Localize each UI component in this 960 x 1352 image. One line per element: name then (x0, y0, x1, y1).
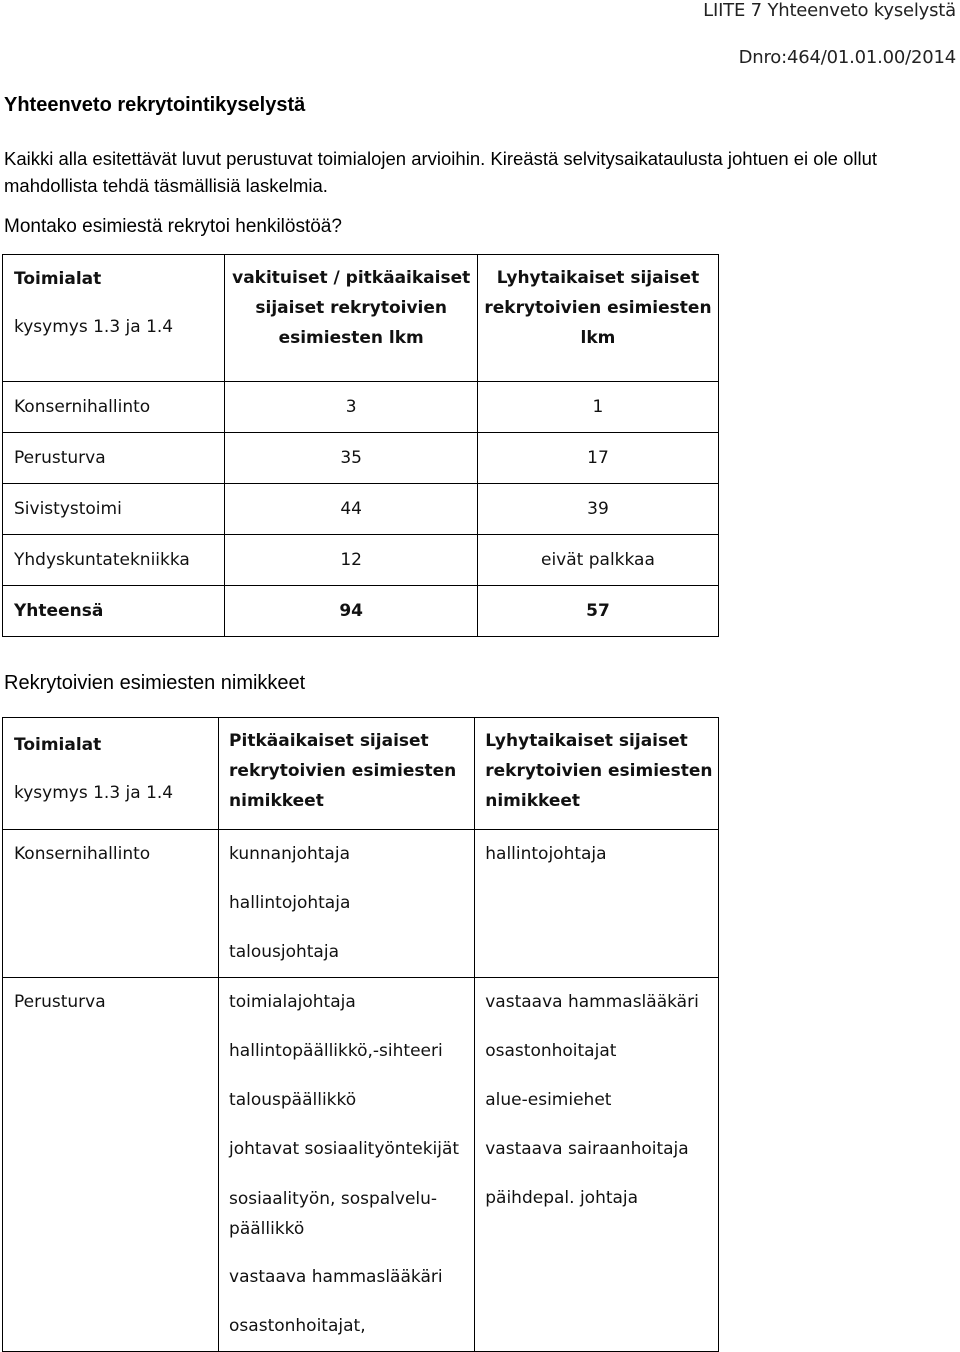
title-item: osastonhoitajat (485, 1041, 617, 1061)
table-total-row (3, 586, 719, 637)
short-term-count: 39 (477, 484, 718, 535)
header-sector-label: Toimialat (14, 735, 102, 755)
sector-name: Konsernihallinto (3, 382, 225, 433)
title-item: talouspäällikkö (229, 1090, 357, 1110)
long-term-count: 44 (225, 484, 477, 535)
long-term-titles-cell (219, 830, 475, 978)
annex-label: LIITE 7 Yhteenveto kyselystä (703, 0, 956, 21)
title-item: talousjohtaja (229, 942, 339, 962)
question-heading: Montako esimiestä rekrytoi henkilöstöä? (4, 216, 342, 237)
reference-number: Dnro:464/01.01.00/2014 (738, 47, 956, 68)
header-short-term-label: Lyhytaikaiset sijaiset rekrytoivien esimiesten nimikkeet (485, 731, 713, 811)
sector-name: Konsernihallinto (14, 844, 151, 864)
table-row (3, 978, 719, 1352)
header-cell-short-term: Lyhytaikaiset sijaiset rekrytoivien esimiesten lkm (477, 255, 718, 382)
title-item: vastaava hammaslääkäri (229, 1267, 443, 1287)
title-item: alue-esimiehet (485, 1090, 612, 1110)
long-term-count: 35 (225, 433, 477, 484)
sector-name: Perusturva (14, 992, 106, 1012)
title-item: hallintojohtaja (229, 893, 351, 913)
total-short-term: 57 (477, 586, 718, 637)
title-item: hallintojohtaja (485, 844, 607, 864)
header-cell-long-term (219, 718, 475, 830)
document-title: Yhteenveto rekrytointikyselystä (4, 94, 306, 116)
short-term-count: 17 (477, 433, 718, 484)
recruiter-count-table (2, 254, 719, 637)
title-item: johtavat sosiaalityöntekijät (229, 1139, 460, 1159)
short-term-count: 1 (477, 382, 718, 433)
table-header-row (3, 255, 719, 382)
title-item: vastaava hammaslääkäri (485, 992, 699, 1012)
title-item: vastaava sairaanhoitaja (485, 1139, 689, 1159)
sector-cell (3, 978, 219, 1352)
sector-name: Sivistystoimi (3, 484, 225, 535)
total-long-term: 94 (225, 586, 477, 637)
table-row (3, 830, 719, 978)
sector-name: Yhdyskuntatekniikka (3, 535, 225, 586)
header-question-ref: kysymys 1.3 ja 1.4 (14, 783, 174, 803)
header-question-ref: kysymys 1.3 ja 1.4 (14, 317, 174, 337)
table-row (3, 433, 719, 484)
total-label: Yhteensä (3, 586, 225, 637)
title-item: osastonhoitajat, (229, 1316, 366, 1336)
long-term-count: 3 (225, 382, 477, 433)
table-header-row (3, 718, 719, 830)
table-row (3, 535, 719, 586)
intro-paragraph: Kaikki alla esitettävät luvut perustuvat toimialojen arvioihin. Kireästä selvitysaikataulusta johtuen ei ole ollut mahdollista tehdä täsmällisiä laskelmia. (4, 148, 878, 196)
title-item: hallintopäällikkö,-sihteeri (229, 1041, 443, 1061)
header-cell-sector (3, 718, 219, 830)
long-term-count: 12 (225, 535, 477, 586)
long-term-titles-cell (219, 978, 475, 1352)
header-cell-long-term: vakituiset / pitkäaikaiset sijaiset rekrytoivien esimiesten lkm (225, 255, 477, 382)
header-cell-short-term (475, 718, 719, 830)
sector-cell (3, 830, 219, 978)
short-term-count: eivät palkkaa (477, 535, 718, 586)
title-item: toimialajohtaja (229, 992, 356, 1012)
table-row (3, 382, 719, 433)
sector-name: Perusturva (3, 433, 225, 484)
title-item: päihdepal. johtaja (485, 1188, 639, 1208)
short-term-titles-cell (475, 830, 719, 978)
table-row (3, 484, 719, 535)
title-item: sosiaalityön, sospalvelu-päällikkö (229, 1189, 438, 1239)
header-cell-sector (3, 255, 225, 382)
titles-subheading: Rekrytoivien esimiesten nimikkeet (4, 672, 306, 694)
recruiter-titles-table (2, 717, 719, 1352)
header-long-term-label: Pitkäaikaiset sijaiset rekrytoivien esimiesten nimikkeet (229, 731, 457, 811)
header-sector-label: Toimialat (14, 269, 102, 289)
title-item: kunnanjohtaja (229, 844, 350, 864)
short-term-titles-cell (475, 978, 719, 1352)
